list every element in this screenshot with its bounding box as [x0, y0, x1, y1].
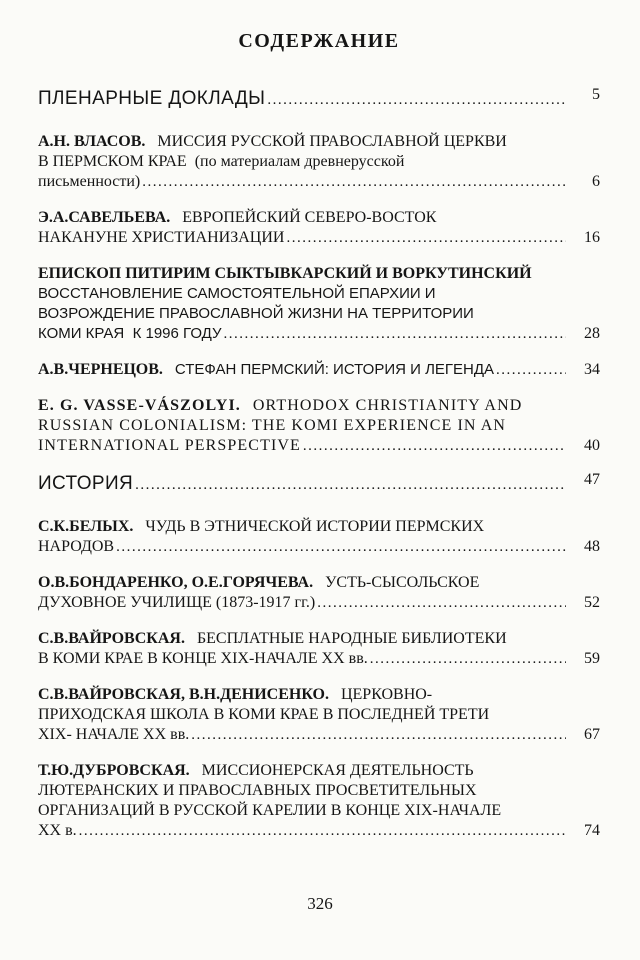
- toc-line: [38, 172, 600, 192]
- toc-title-text: ПЛЕНАРНЫЕ ДОКЛАДЫ: [38, 88, 266, 109]
- toc-list: [38, 87, 600, 841]
- toc-page-number: 67: [584, 726, 600, 743]
- toc-page-number: 74: [584, 822, 600, 839]
- toc-author: А.В.ЧЕРНЕЦОВ.: [38, 361, 163, 378]
- toc-entry: [38, 629, 600, 669]
- toc-line: [38, 416, 600, 436]
- toc-author: С.В.ВАЙРОВСКАЯ, В.Н.ДЕНИСЕНКО.: [38, 686, 329, 703]
- toc-line: [38, 629, 600, 649]
- toc-author: С.К.БЕЛЫХ.: [38, 518, 134, 535]
- toc-line: [38, 132, 600, 152]
- toc-title-text: МИССИЯ РУССКОЙ ПРАВОСЛАВНОЙ ЦЕРКВИ: [157, 133, 507, 150]
- toc-page-number: 28: [584, 325, 600, 342]
- toc-title-text: XX в.: [38, 822, 77, 839]
- toc-entry: [38, 573, 600, 613]
- toc-line: [38, 781, 600, 801]
- toc-title-text: INTERNATIONAL PERSPECTIVE: [38, 437, 301, 454]
- dot-leader: [286, 228, 566, 248]
- toc-line: [38, 725, 600, 745]
- toc-entry: [38, 685, 600, 745]
- toc-line: [38, 573, 600, 593]
- dot-leader: [116, 537, 566, 557]
- toc-page-number: 5: [592, 86, 600, 103]
- dot-leader: [79, 821, 566, 841]
- toc-title-text: XIX- НАЧАЛЕ XX вв.: [38, 726, 190, 743]
- dot-leader: [135, 473, 566, 497]
- toc-title-text: ЦЕРКОВНО-: [340, 686, 433, 703]
- toc-line: [38, 152, 600, 172]
- toc-page-number: 59: [584, 650, 600, 667]
- toc-line: [38, 396, 600, 416]
- toc-line: [38, 87, 600, 112]
- toc-section-heading: [38, 472, 600, 497]
- toc-line: [38, 228, 600, 248]
- toc-line: [38, 264, 600, 284]
- toc-line: [38, 537, 600, 557]
- toc-line: [38, 685, 600, 705]
- toc-author: ЕПИСКОП ПИТИРИМ СЫКТЫВКАРСКИЙ И ВОРКУТИНСКИЙ: [38, 265, 532, 282]
- toc-title-text: МИССИОНЕРСКАЯ ДЕЯТЕЛЬНОСТЬ: [201, 762, 474, 779]
- dot-leader: [191, 725, 566, 745]
- toc-title-text: ПРИХОДСКАЯ ШКОЛА В КОМИ КРАЕ В ПОСЛЕДНЕЙ ТРЕТИ: [38, 706, 490, 723]
- toc-author: E. G. VASSE-VÁSZOLYI.: [38, 397, 241, 414]
- toc-author: Э.А.САВЕЛЬЕВА.: [38, 209, 171, 226]
- dot-leader: [267, 88, 566, 112]
- toc-title-text: ЕВРОПЕЙСКИЙ СЕВЕРО-ВОСТОК: [182, 209, 437, 226]
- toc-title-text: В КОМИ КРАЕ В КОНЦЕ XIX-НАЧАЛЕ XX вв.: [38, 650, 368, 667]
- toc-title-text: ИСТОРИЯ: [38, 473, 134, 494]
- toc-author: С.В.ВАЙРОВСКАЯ.: [38, 630, 185, 647]
- dot-leader: [317, 593, 566, 613]
- toc-title-text: НАРОДОВ: [38, 538, 115, 555]
- toc-title-text: НАКАНУНЕ ХРИСТИАНИЗАЦИИ: [38, 229, 285, 246]
- toc-line: [38, 324, 600, 344]
- toc-entry: [38, 360, 600, 380]
- toc-line: [38, 821, 600, 841]
- toc-entry: [38, 761, 600, 841]
- toc-line: [38, 649, 600, 669]
- toc-line: [38, 436, 600, 456]
- toc-title-text: БЕСПЛАТНЫЕ НАРОДНЫЕ БИБЛИОТЕКИ: [196, 630, 507, 647]
- toc-entry: [38, 132, 600, 192]
- toc-title-text: ORTHODOX CHRISTIANITY AND: [252, 397, 523, 414]
- toc-line: [38, 304, 600, 324]
- toc-line: [38, 801, 600, 821]
- toc-line: [38, 360, 600, 380]
- dot-leader: [496, 360, 566, 380]
- toc-entry: [38, 517, 600, 557]
- page-title: СОДЕРЖАНИЕ: [238, 30, 400, 52]
- toc-page-number: 47: [584, 471, 600, 488]
- footer-page-number: 326: [307, 894, 333, 913]
- toc-line: [38, 517, 600, 537]
- toc-page-number: 52: [584, 594, 600, 611]
- toc-title-text: письменности): [38, 173, 141, 190]
- toc-line: [38, 593, 600, 613]
- toc-line: [38, 208, 600, 228]
- toc-entry: [38, 208, 600, 248]
- toc-author: Т.Ю.ДУБРОВСКАЯ.: [38, 762, 190, 779]
- toc-page-number: 40: [584, 437, 600, 454]
- toc-title-text: СТЕФАН ПЕРМСКИЙ: ИСТОРИЯ И ЛЕГЕНДА: [174, 361, 495, 378]
- dot-leader: [142, 172, 566, 192]
- toc-author: О.В.БОНДАРЕНКО, О.Е.ГОРЯЧЕВА.: [38, 574, 314, 591]
- toc-title-text: ОРГАНИЗАЦИЙ В РУССКОЙ КАРЕЛИИ В КОНЦЕ XIX-НАЧАЛЕ: [38, 802, 502, 819]
- toc-page-number: 48: [584, 538, 600, 555]
- toc-title-text: ЛЮТЕРАНСКИХ И ПРАВОСЛАВНЫХ ПРОСВЕТИТЕЛЬНЫХ: [38, 782, 477, 799]
- toc-title-text: В ПЕРМСКОМ КРАЕ (по материалам древнерусской: [38, 153, 405, 170]
- toc-page-number: 34: [584, 361, 600, 378]
- toc-author: А.Н. ВЛАСОВ.: [38, 133, 146, 150]
- toc-title-text: ВОССТАНОВЛЕНИЕ САМОСТОЯТЕЛЬНОЙ ЕПАРХИИ И: [38, 285, 436, 302]
- toc-entry: [38, 264, 600, 344]
- toc-title-text: УСТЬ-СЫСОЛЬСКОЕ: [325, 574, 480, 591]
- toc-title-text: RUSSIAN COLONIALISM: THE KOMI EXPERIENCE IN AN: [38, 417, 507, 434]
- dot-leader: [224, 324, 566, 344]
- toc-page-number: 16: [584, 229, 600, 246]
- dot-leader: [370, 649, 566, 669]
- toc-section-heading: [38, 87, 600, 112]
- toc-page-number: 6: [592, 173, 600, 190]
- toc-line: [38, 284, 600, 304]
- toc-line: [38, 472, 600, 497]
- toc-entry: [38, 396, 600, 456]
- toc-title-text: ЧУДЬ В ЭТНИЧЕСКОЙ ИСТОРИИ ПЕРМСКИХ: [145, 518, 485, 535]
- toc-title-text: ВОЗРОЖДЕНИЕ ПРАВОСЛАВНОЙ ЖИЗНИ НА ТЕРРИТОРИИ: [38, 305, 474, 322]
- toc-title-text: КОМИ КРАЯ К 1996 ГОДУ: [38, 325, 222, 342]
- toc-line: [38, 705, 600, 725]
- toc-title-text: ДУХОВНОЕ УЧИЛИЩЕ (1873-1917 гг.): [38, 594, 316, 611]
- dot-leader: [303, 436, 566, 456]
- toc-line: [38, 761, 600, 781]
